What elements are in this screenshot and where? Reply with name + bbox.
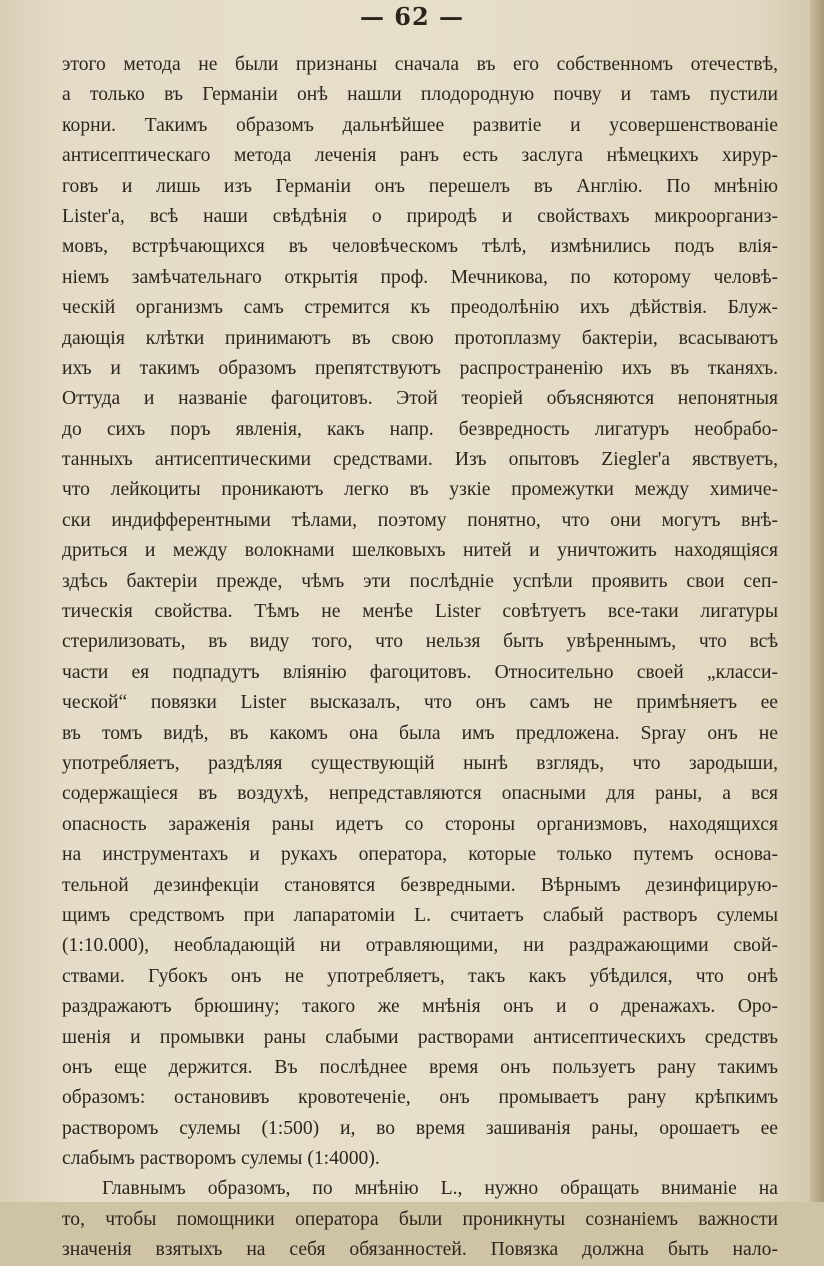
text-line-paragraph-start: Главнымъ образомъ, по мнѣнію L., нужно обращать вниманіе на (102, 1178, 778, 1200)
text-line: ческой“ повязки Lister высказалъ, что онъ самъ не примѣняетъ ее (62, 692, 778, 714)
text-line: корни. Такимъ образомъ дальнѣйшее развитіе и усовершенствованіе (62, 114, 778, 136)
text-line: образомъ: остановивъ кровотеченіе, онъ промываетъ рану крѣпкимъ (62, 1087, 778, 1109)
text-line: дающія клѣтки принимаютъ въ свою протоплазму бактеріи, всасываютъ (62, 327, 778, 349)
text-line: ихъ и такимъ образомъ препятствуютъ распространенію ихъ въ тканяхъ. (62, 357, 778, 379)
text-line: этого метода не были признаны сначала въ его собственномъ отечествѣ, (62, 54, 778, 75)
text-line: стерилизовать, въ виду того, что нельзя быть увѣреннымъ, что всѣ (62, 631, 778, 653)
text-line: щимъ средствомъ при лапаратоміи L. считаетъ слабый растворъ сулемы (62, 904, 778, 926)
text-line: (1:10.000), необладающій ни отравляющими, ни раздражающими свой- (62, 935, 778, 957)
text-line: антисептическаго метода леченія ранъ есть заслуга нѣмецкихъ хирур- (62, 145, 778, 167)
body-text (62, 50, 778, 1266)
text-line: мовъ, встрѣчающихся въ человѣческомъ тѣлѣ, измѣнились подъ влія- (62, 236, 778, 258)
text-line: то, чтобы помощники оператора были проникнуты сознаніемъ важности (62, 1208, 778, 1230)
text-line: на инструментахъ и рукахъ оператора, которые только путемъ основа- (62, 844, 778, 866)
text-line: до сихъ поръ явленія, какъ напр. безвредность лигатуръ необрабо- (62, 418, 778, 440)
text-line: растворомъ сулемы (1:500) и, во время зашиванія раны, орошаетъ ее (62, 1117, 778, 1139)
text-line: тельной дезинфекціи становятся безвредными. Вѣрнымъ дезинфицирую- (62, 874, 778, 896)
text-line-paragraph-end: слабымъ растворомъ сулемы (1:4000). (62, 1148, 380, 1170)
text-line: ствами. Губокъ онъ не употребляетъ, такъ какъ убѣдился, что онѣ (62, 965, 778, 987)
text-line: значенія взятыхъ на себя обязанностей. Повязка должна быть нало- (62, 1239, 778, 1261)
text-line: онъ еще держится. Въ послѣднее время онъ пользуетъ рану такимъ (62, 1056, 778, 1078)
text-line: а только въ Германіи онѣ нашли плодородную почву и тамъ пустили (62, 84, 778, 106)
text-line: ніемъ замѣчательнаго открытія проф. Мечникова, по которому человѣ- (62, 266, 778, 288)
page-edge (810, 0, 824, 1202)
text-line: въ томъ видѣ, въ какомъ она была имъ предложена. Spray онъ не (62, 722, 778, 744)
text-line: Lister'а, всѣ наши свѣдѣнія о природѣ и свойствахъ микроорганиз- (62, 205, 778, 227)
text-line: части ея подпадутъ вліянію фагоцитовъ. Относительно своей „класси- (62, 661, 778, 683)
text-line: шенія и промывки раны слабыми растворами антисептическихъ средствъ (62, 1026, 778, 1048)
page-number: — 62 — (359, 2, 465, 31)
text-line: употребляетъ, раздѣляя существующій нынѣ взглядъ, что зародыши, (62, 752, 778, 774)
text-line: ческій организмъ самъ стремится къ преодолѣнію ихъ дѣйствія. Блуж- (62, 297, 778, 319)
text-line: дриться и между волокнами шелковыхъ нитей и уничтожить находящіяся (62, 540, 778, 562)
text-line: Оттуда и названіе фагоцитовъ. Этой теоріей объясняются непонятныя (62, 388, 778, 410)
text-line: раздражаютъ брюшину; такого же мнѣнія онъ и о дренажахъ. Оро- (62, 996, 778, 1018)
text-line: тическія свойства. Тѣмъ не менѣе Lister совѣтуетъ все-таки лигатуры (62, 601, 778, 623)
text-line: говъ и лишь изъ Германіи онъ перешелъ въ Англію. По мнѣнію (62, 175, 778, 197)
text-line: здѣсь бактеріи прежде, чѣмъ эти послѣдніе успѣли проявить свои сеп- (62, 570, 778, 592)
text-line: содержащіеся въ воздухѣ, непредставляются опасными для раны, а вся (62, 783, 778, 805)
text-line: опасность зараженія раны идетъ со стороны организмовъ, находящихся (62, 813, 778, 835)
text-line: танныхъ антисептическими средствами. Изъ опытовъ Ziegler'a явствуетъ, (62, 449, 778, 471)
text-line: что лейкоциты проникаютъ легко въ узкіе промежутки между химиче- (62, 479, 778, 501)
text-line: ски индифферентными тѣлами, поэтому понятно, что они могутъ внѣ- (62, 509, 778, 531)
